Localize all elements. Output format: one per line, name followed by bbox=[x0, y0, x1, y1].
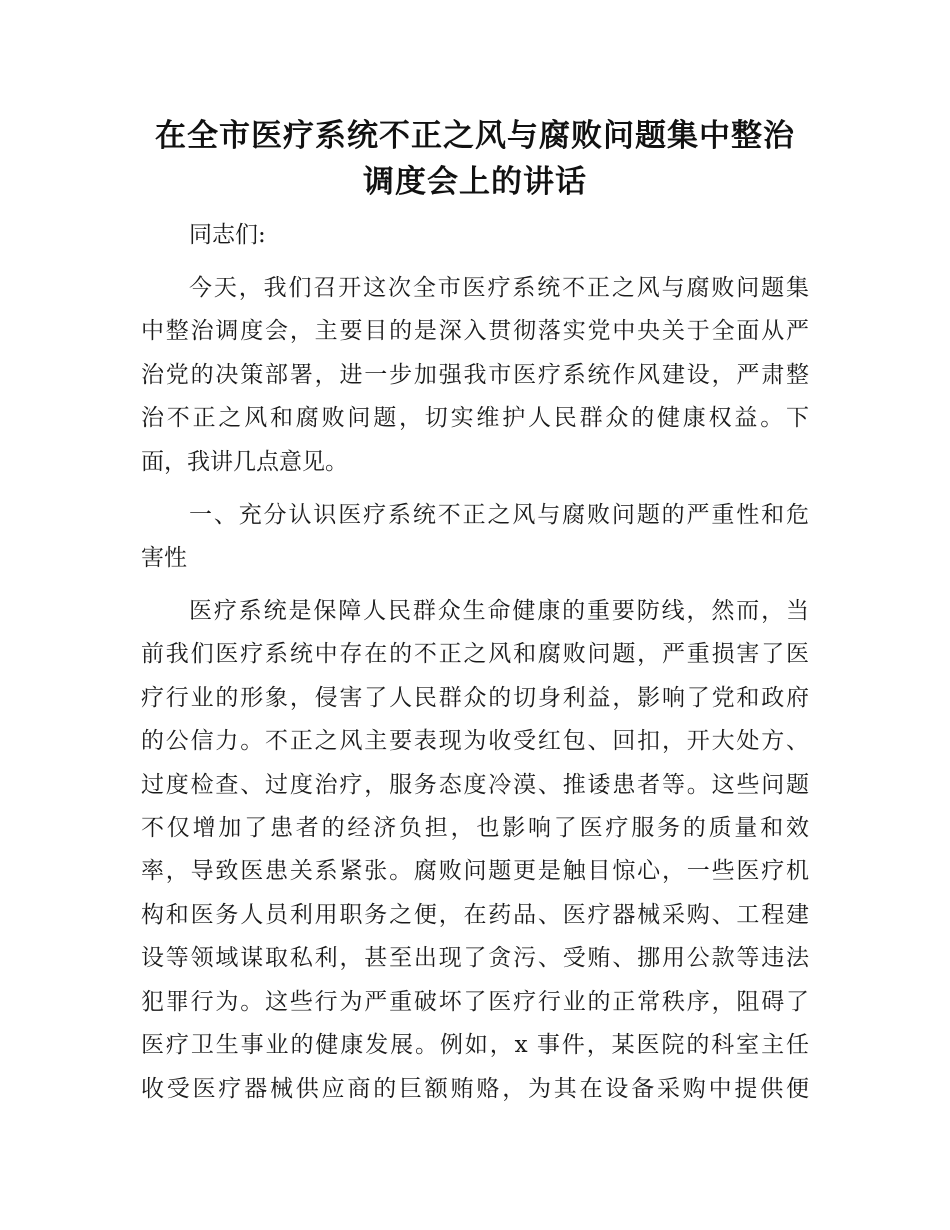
paragraph-3-line-4: 的公信力。不正之风主要表现为收受红包、回扣，开大处方、 bbox=[141, 728, 809, 754]
paragraph-1-line-2: 中整治调度会，主要目的是深入贯彻落实党中央关于全面从严 bbox=[141, 318, 809, 344]
document-title-line-1: 在全市医疗系统不正之风与腐败问题集中整治 bbox=[155, 118, 795, 154]
paragraph-1-line-1: 今天，我们召开这次全市医疗系统不正之风与腐败问题集 bbox=[189, 275, 809, 301]
paragraph-3-line-10: 犯罪行为。这些行为严重破坏了医疗行业的正常秩序，阻碍了 bbox=[141, 989, 809, 1015]
paragraph-3-line-12: 收受医疗器械供应商的巨额贿赂，为其在设备采购中提供便 bbox=[141, 1076, 809, 1102]
paragraph-1-line-4: 治不正之风和腐败问题，切实维护人民群众的健康权益。下 bbox=[141, 405, 809, 431]
document-title-line-2: 调度会上的讲话 bbox=[363, 164, 587, 200]
section-heading-1-line-1: 一、充分认识医疗系统不正之风与腐败问题的严重性和危 bbox=[189, 502, 809, 528]
paragraph-1-line-5: 面，我讲几点意见。 bbox=[141, 449, 348, 475]
paragraph-3-line-2: 前我们医疗系统中存在的不正之风和腐败问题，严重损害了医 bbox=[141, 641, 809, 667]
paragraph-1-line-3: 治党的决策部署，进一步加强我市医疗系统作风建设，严肃整 bbox=[141, 362, 809, 388]
salutation: 同志们: bbox=[189, 222, 266, 248]
paragraph-3-line-5: 过度检查、过度治疗，服务态度冷漠、推诿患者等。这些问题 bbox=[141, 772, 809, 798]
section-heading-1-line-2: 害性 bbox=[141, 545, 187, 571]
paragraph-3-line-7: 率，导致医患关系紧张。腐败问题更是触目惊心，一些医疗机 bbox=[141, 858, 809, 884]
paragraph-3-line-9: 设等领域谋取私利，甚至出现了贪污、受贿、挪用公款等违法 bbox=[141, 945, 809, 971]
paragraph-3-line-6: 不仅增加了患者的经济负担，也影响了医疗服务的质量和效 bbox=[141, 815, 809, 841]
paragraph-3-line-1: 医疗系统是保障人民群众生命健康的重要防线，然而，当 bbox=[189, 598, 809, 624]
paragraph-3-line-8: 构和医务人员利用职务之便，在药品、医疗器械采购、工程建 bbox=[141, 902, 809, 928]
paragraph-3-line-3: 疗行业的形象，侵害了人民群众的切身利益，影响了党和政府 bbox=[141, 685, 809, 711]
paragraph-3-line-11: 医疗卫生事业的健康发展。例如，x 事件，某医院的科室主任 bbox=[141, 1032, 809, 1058]
